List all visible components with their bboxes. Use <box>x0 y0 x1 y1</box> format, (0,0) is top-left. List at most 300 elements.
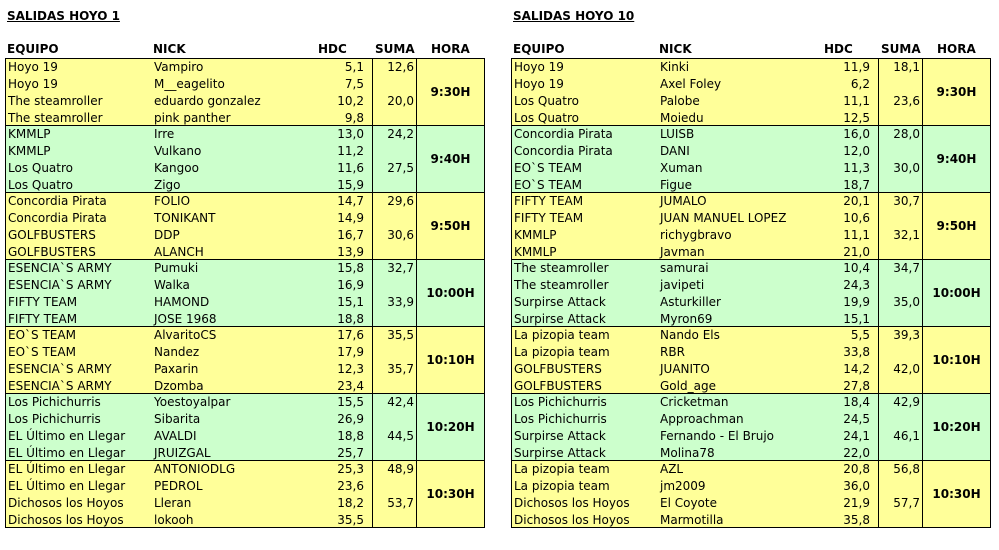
tee-time-group <box>511 58 991 126</box>
hdc-cell: 13,0 <box>337 127 364 141</box>
suma-cell <box>879 277 922 294</box>
hdc-cell: 36,0 <box>843 479 870 493</box>
hdc-cell: 21,9 <box>843 496 870 510</box>
time-cell <box>416 193 484 259</box>
nick-cell: El Coyote <box>660 496 717 510</box>
panel-title: SALIDAS HOYO 1 <box>7 9 120 23</box>
suma-column <box>878 327 922 393</box>
header-suma: SUMA <box>881 42 921 56</box>
nick-column <box>151 59 314 125</box>
hdc-cell: 15,1 <box>843 312 870 326</box>
hdc-cell: 24,1 <box>843 429 870 443</box>
suma-cell: 33,9 <box>387 295 414 309</box>
nick-cell: Axel Foley <box>660 77 722 91</box>
nick-cell: Approachman <box>660 412 744 426</box>
suma-cell: 35,5 <box>387 328 414 342</box>
suma-cell: 27,5 <box>387 161 414 175</box>
team-column <box>6 327 151 393</box>
nick-cell: Kinki <box>660 60 690 74</box>
nick-cell: ANTONIODLG <box>154 462 236 476</box>
suma-column <box>372 394 416 460</box>
nick-column <box>151 461 314 527</box>
nick-cell: DDP <box>154 228 180 242</box>
suma-cell: 39,3 <box>893 328 920 342</box>
team-column <box>512 394 657 460</box>
tee-time-group <box>5 125 485 193</box>
hdc-cell: 20,1 <box>843 194 870 208</box>
suma-cell: 32,1 <box>893 228 920 242</box>
nick-cell: Moiedu <box>660 111 704 125</box>
team-cell: Los Pichichurris <box>8 395 101 409</box>
suma-cell: 28,0 <box>893 127 920 141</box>
team-cell: KMMLP <box>514 228 557 242</box>
hdc-cell: 18,8 <box>337 429 364 443</box>
header-team: EQUIPO <box>513 42 565 56</box>
suma-cell <box>373 277 416 294</box>
hdc-cell: 16,9 <box>337 278 364 292</box>
nick-cell: Lleran <box>154 496 192 510</box>
nick-cell: Fernando - El Brujo <box>660 429 775 443</box>
nick-cell: LUISB <box>660 127 695 141</box>
hdc-cell: 19,9 <box>843 295 870 309</box>
hdc-column <box>820 126 878 192</box>
suma-cell <box>879 210 922 227</box>
team-cell: Surpirse Attack <box>514 312 606 326</box>
team-cell: EL Último en Llegar <box>8 429 126 443</box>
nick-column <box>657 126 820 192</box>
hdc-cell: 5,5 <box>850 328 870 342</box>
nick-cell: Nandez <box>154 345 200 359</box>
nick-column <box>151 394 314 460</box>
tee-time-label: 9:50H <box>430 219 471 233</box>
hdc-cell: 22,0 <box>843 446 870 460</box>
team-cell: The steamroller <box>8 94 103 108</box>
tee-time-groups <box>511 58 991 528</box>
hdc-cell: 33,8 <box>843 345 870 359</box>
hdc-cell: 25,3 <box>337 462 364 476</box>
team-cell: FIFTY TEAM <box>514 211 584 225</box>
suma-cell <box>879 512 922 529</box>
nick-cell: Javman <box>660 245 705 259</box>
team-cell: EO`S TEAM <box>8 328 76 342</box>
tee-time-label: 10:10H <box>932 353 981 367</box>
hdc-cell: 7,5 <box>344 77 364 91</box>
team-cell: Dichosos los Hoyos <box>8 513 124 527</box>
team-column <box>6 461 151 527</box>
hdc-column <box>314 327 372 393</box>
time-cell <box>416 126 484 192</box>
team-cell: FIFTY TEAM <box>8 312 78 326</box>
team-cell: Los Quatro <box>514 94 580 108</box>
team-cell: Dichosos los Hoyos <box>514 513 630 527</box>
suma-cell: 53,7 <box>387 496 414 510</box>
team-cell: La pizopia team <box>514 328 610 342</box>
suma-cell: 42,9 <box>893 395 920 409</box>
team-cell: GOLFBUSTERS <box>514 362 602 376</box>
suma-cell: 32,7 <box>387 261 414 275</box>
team-cell: ESENCIA`S ARMY <box>8 278 112 292</box>
team-cell: EL Último en Llegar <box>8 446 126 460</box>
hdc-column <box>820 461 878 527</box>
nick-cell: Gold_age <box>660 379 716 393</box>
suma-column <box>878 461 922 527</box>
nick-cell: Pumuki <box>154 261 199 275</box>
tee-time-label: 9:40H <box>936 152 977 166</box>
suma-column <box>878 260 922 326</box>
tee-time-group <box>5 460 485 528</box>
time-cell <box>922 59 990 125</box>
team-cell: EO`S TEAM <box>8 345 76 359</box>
nick-cell: JUANITO <box>660 362 710 376</box>
hdc-cell: 24,5 <box>843 412 870 426</box>
nick-column <box>657 327 820 393</box>
team-cell: Surpirse Attack <box>514 429 606 443</box>
tee-time-label: 9:30H <box>936 85 977 99</box>
nick-cell: Asturkiller <box>660 295 721 309</box>
header-hdc: HDC <box>318 42 347 56</box>
hdc-column <box>820 327 878 393</box>
hdc-column <box>314 59 372 125</box>
team-cell: Los Pichichurris <box>8 412 101 426</box>
suma-cell <box>373 76 416 93</box>
tee-time-group <box>511 125 991 193</box>
suma-cell <box>879 76 922 93</box>
hdc-cell: 17,6 <box>337 328 364 342</box>
nick-cell: ALANCH <box>154 245 204 259</box>
team-cell: KMMLP <box>514 245 557 259</box>
nick-cell: Walka <box>154 278 190 292</box>
nick-cell: AZL <box>660 462 684 476</box>
hdc-cell: 16,7 <box>337 228 364 242</box>
time-cell <box>922 193 990 259</box>
tee-time-label: 9:40H <box>430 152 471 166</box>
team-column <box>6 126 151 192</box>
tee-time-group <box>5 326 485 394</box>
nick-column <box>151 327 314 393</box>
suma-cell <box>373 478 416 495</box>
nick-cell: Vulkano <box>154 144 202 158</box>
nick-column <box>657 193 820 259</box>
nick-cell: Yoestoyalpar <box>154 395 231 409</box>
suma-cell: 56,8 <box>893 462 920 476</box>
team-column <box>512 126 657 192</box>
suma-cell: 42,0 <box>893 362 920 376</box>
hdc-cell: 23,4 <box>337 379 364 393</box>
tee-time-group <box>5 259 485 327</box>
tee-time-group <box>511 460 991 528</box>
hdc-column <box>314 461 372 527</box>
suma-cell <box>879 143 922 160</box>
tee-time-label: 10:20H <box>932 420 981 434</box>
hdc-cell: 18,7 <box>843 178 870 192</box>
hdc-cell: 20,8 <box>843 462 870 476</box>
team-cell: GOLFBUSTERS <box>8 228 96 242</box>
nick-cell: Irre <box>154 127 175 141</box>
nick-cell: JUMALO <box>660 194 707 208</box>
suma-cell <box>879 344 922 361</box>
suma-cell: 30,7 <box>893 194 920 208</box>
tee-time-label: 10:00H <box>932 286 981 300</box>
nick-column <box>151 193 314 259</box>
nick-cell: M__eagelito <box>154 77 225 91</box>
time-cell <box>922 461 990 527</box>
nick-cell: Paxarin <box>154 362 199 376</box>
nick-cell: Cricketman <box>660 395 729 409</box>
nick-cell: eduardo gonzalez <box>154 94 261 108</box>
team-cell: Hoyo 19 <box>514 77 564 91</box>
team-cell: ESENCIA`S ARMY <box>8 261 112 275</box>
nick-cell: Zigo <box>154 178 181 192</box>
nick-cell: pink panther <box>154 111 231 125</box>
team-cell: La pizopia team <box>514 345 610 359</box>
tee-time-group <box>511 192 991 260</box>
team-column <box>6 260 151 326</box>
tee-time-group <box>5 58 485 126</box>
hdc-cell: 23,6 <box>337 479 364 493</box>
hdc-cell: 11,1 <box>843 228 870 242</box>
hdc-column <box>314 394 372 460</box>
hdc-cell: 11,3 <box>843 161 870 175</box>
team-cell: The steamroller <box>8 111 103 125</box>
suma-cell <box>879 411 922 428</box>
time-cell <box>416 327 484 393</box>
nick-column <box>657 260 820 326</box>
hdc-column <box>314 193 372 259</box>
nick-cell: HAMOND <box>154 295 210 309</box>
hdc-cell: 11,6 <box>337 161 364 175</box>
suma-cell <box>373 512 416 529</box>
hdc-cell: 6,2 <box>850 77 870 91</box>
team-cell: GOLFBUSTERS <box>514 379 602 393</box>
hdc-column <box>314 260 372 326</box>
team-cell: EL Último en Llegar <box>8 479 126 493</box>
team-column <box>512 260 657 326</box>
column-header-row <box>5 42 485 58</box>
suma-column <box>878 193 922 259</box>
hdc-cell: 18,2 <box>337 496 364 510</box>
team-cell: Dichosos los Hoyos <box>514 496 630 510</box>
header-hora: HORA <box>937 42 976 56</box>
hdc-cell: 16,0 <box>843 127 870 141</box>
team-cell: Los Quatro <box>8 178 74 192</box>
suma-column <box>372 327 416 393</box>
hdc-cell: 12,3 <box>337 362 364 376</box>
hdc-cell: 14,7 <box>337 194 364 208</box>
header-nick: NICK <box>153 42 186 56</box>
hdc-cell: 14,2 <box>843 362 870 376</box>
tee-time-label: 9:30H <box>430 85 471 99</box>
tee-time-label: 10:10H <box>426 353 475 367</box>
time-cell <box>416 461 484 527</box>
team-cell: Hoyo 19 <box>8 77 58 91</box>
nick-cell: Marmotilla <box>660 513 724 527</box>
team-cell: Los Pichichurris <box>514 395 607 409</box>
team-cell: EO`S TEAM <box>514 178 582 192</box>
nick-cell: FOLIO <box>154 194 191 208</box>
hdc-cell: 15,1 <box>337 295 364 309</box>
team-cell: Surpirse Attack <box>514 446 606 460</box>
nick-column <box>151 126 314 192</box>
suma-cell: 18,1 <box>893 60 920 74</box>
tee-time-label: 10:20H <box>426 420 475 434</box>
tee-time-label: 9:50H <box>936 219 977 233</box>
team-cell: Concordia Pirata <box>8 211 107 225</box>
nick-column <box>657 59 820 125</box>
tee-time-group <box>511 326 991 394</box>
time-cell <box>922 126 990 192</box>
panel-hoyo-10 <box>511 0 991 550</box>
suma-cell: 30,0 <box>893 161 920 175</box>
suma-column <box>878 59 922 125</box>
tee-time-label: 10:00H <box>426 286 475 300</box>
time-cell <box>416 394 484 460</box>
hdc-column <box>314 126 372 192</box>
team-cell: The steamroller <box>514 261 609 275</box>
nick-cell: PEDROL <box>154 479 203 493</box>
suma-cell: 24,2 <box>387 127 414 141</box>
hdc-cell: 15,5 <box>337 395 364 409</box>
team-cell: FIFTY TEAM <box>514 194 584 208</box>
hdc-cell: 21,0 <box>843 245 870 259</box>
hdc-cell: 17,9 <box>337 345 364 359</box>
suma-column <box>372 461 416 527</box>
suma-cell: 35,7 <box>387 362 414 376</box>
nick-cell: Dzomba <box>154 379 204 393</box>
team-column <box>6 394 151 460</box>
hdc-cell: 18,4 <box>843 395 870 409</box>
team-cell: La pizopia team <box>514 479 610 493</box>
column-header-row <box>511 42 991 58</box>
hdc-cell: 12,5 <box>843 111 870 125</box>
nick-cell: samurai <box>660 261 709 275</box>
suma-cell: 23,6 <box>893 94 920 108</box>
team-cell: FIFTY TEAM <box>8 295 78 309</box>
suma-cell <box>373 210 416 227</box>
hdc-column <box>820 59 878 125</box>
team-cell: KMMLP <box>8 144 51 158</box>
time-cell <box>922 394 990 460</box>
hdc-cell: 9,8 <box>344 111 364 125</box>
tee-time-group <box>5 393 485 461</box>
team-cell: Concordia Pirata <box>8 194 107 208</box>
nick-cell: AVALDI <box>154 429 197 443</box>
team-cell: La pizopia team <box>514 462 610 476</box>
hdc-cell: 35,5 <box>337 513 364 527</box>
team-column <box>512 327 657 393</box>
nick-cell: Molina78 <box>660 446 715 460</box>
nick-cell: Palobe <box>660 94 700 108</box>
team-cell: Los Pichichurris <box>514 412 607 426</box>
team-cell: Los Quatro <box>514 111 580 125</box>
suma-cell <box>879 478 922 495</box>
nick-cell: DANI <box>660 144 690 158</box>
team-cell: Los Quatro <box>8 161 74 175</box>
header-suma: SUMA <box>375 42 415 56</box>
suma-column <box>878 126 922 192</box>
suma-cell: 44,5 <box>387 429 414 443</box>
suma-cell: 34,7 <box>893 261 920 275</box>
nick-cell: Sibarita <box>154 412 201 426</box>
suma-column <box>372 193 416 259</box>
nick-cell: JUAN MANUEL LOPEZ <box>660 211 787 225</box>
team-cell: The steamroller <box>514 278 609 292</box>
hdc-column <box>820 193 878 259</box>
header-nick: NICK <box>659 42 692 56</box>
nick-cell: lokooh <box>154 513 194 527</box>
nick-column <box>657 461 820 527</box>
tee-time-group <box>5 192 485 260</box>
suma-column <box>878 394 922 460</box>
suma-cell: 57,7 <box>893 496 920 510</box>
suma-column <box>372 260 416 326</box>
nick-column <box>657 394 820 460</box>
nick-cell: Kangoo <box>154 161 199 175</box>
hdc-cell: 26,9 <box>337 412 364 426</box>
team-cell: Concordia Pirata <box>514 144 613 158</box>
suma-cell: 29,6 <box>387 194 414 208</box>
team-cell: EL Último en Llegar <box>8 462 126 476</box>
team-cell: EO`S TEAM <box>514 161 582 175</box>
suma-cell: 48,9 <box>387 462 414 476</box>
suma-cell: 12,6 <box>387 60 414 74</box>
nick-cell: Xuman <box>660 161 703 175</box>
team-cell: Hoyo 19 <box>8 60 58 74</box>
suma-cell <box>373 411 416 428</box>
hdc-cell: 15,8 <box>337 261 364 275</box>
suma-cell <box>373 143 416 160</box>
hdc-cell: 12,0 <box>843 144 870 158</box>
nick-cell: Figue <box>660 178 692 192</box>
nick-cell: JRUIZGAL <box>154 446 211 460</box>
nick-cell: JOSE 1968 <box>154 312 217 326</box>
hdc-cell: 25,7 <box>337 446 364 460</box>
team-cell: Dichosos los Hoyos <box>8 496 124 510</box>
nick-cell: Vampiro <box>154 60 204 74</box>
nick-cell: AlvaritoCS <box>154 328 217 342</box>
hdc-cell: 10,4 <box>843 261 870 275</box>
time-cell <box>922 260 990 326</box>
hdc-column <box>820 260 878 326</box>
team-cell: GOLFBUSTERS <box>8 245 96 259</box>
hdc-cell: 10,2 <box>337 94 364 108</box>
hdc-cell: 24,3 <box>843 278 870 292</box>
header-team: EQUIPO <box>7 42 59 56</box>
team-cell: Concordia Pirata <box>514 127 613 141</box>
tee-time-group <box>511 259 991 327</box>
suma-cell: 46,1 <box>893 429 920 443</box>
team-cell: ESENCIA`S ARMY <box>8 362 112 376</box>
hdc-column <box>820 394 878 460</box>
team-column <box>512 461 657 527</box>
suma-cell: 20,0 <box>387 94 414 108</box>
suma-cell: 35,0 <box>893 295 920 309</box>
nick-cell: jm2009 <box>660 479 706 493</box>
hdc-cell: 11,9 <box>843 60 870 74</box>
nick-cell: Myron69 <box>660 312 713 326</box>
tee-time-group <box>511 393 991 461</box>
tee-time-label: 10:30H <box>426 487 475 501</box>
nick-cell: richygbravo <box>660 228 732 242</box>
nick-column <box>151 260 314 326</box>
hdc-cell: 14,9 <box>337 211 364 225</box>
header-hora: HORA <box>431 42 470 56</box>
team-column <box>512 193 657 259</box>
hdc-cell: 13,9 <box>337 245 364 259</box>
hdc-cell: 27,8 <box>843 379 870 393</box>
team-column <box>6 193 151 259</box>
suma-cell <box>373 344 416 361</box>
nick-cell: RBR <box>660 345 685 359</box>
